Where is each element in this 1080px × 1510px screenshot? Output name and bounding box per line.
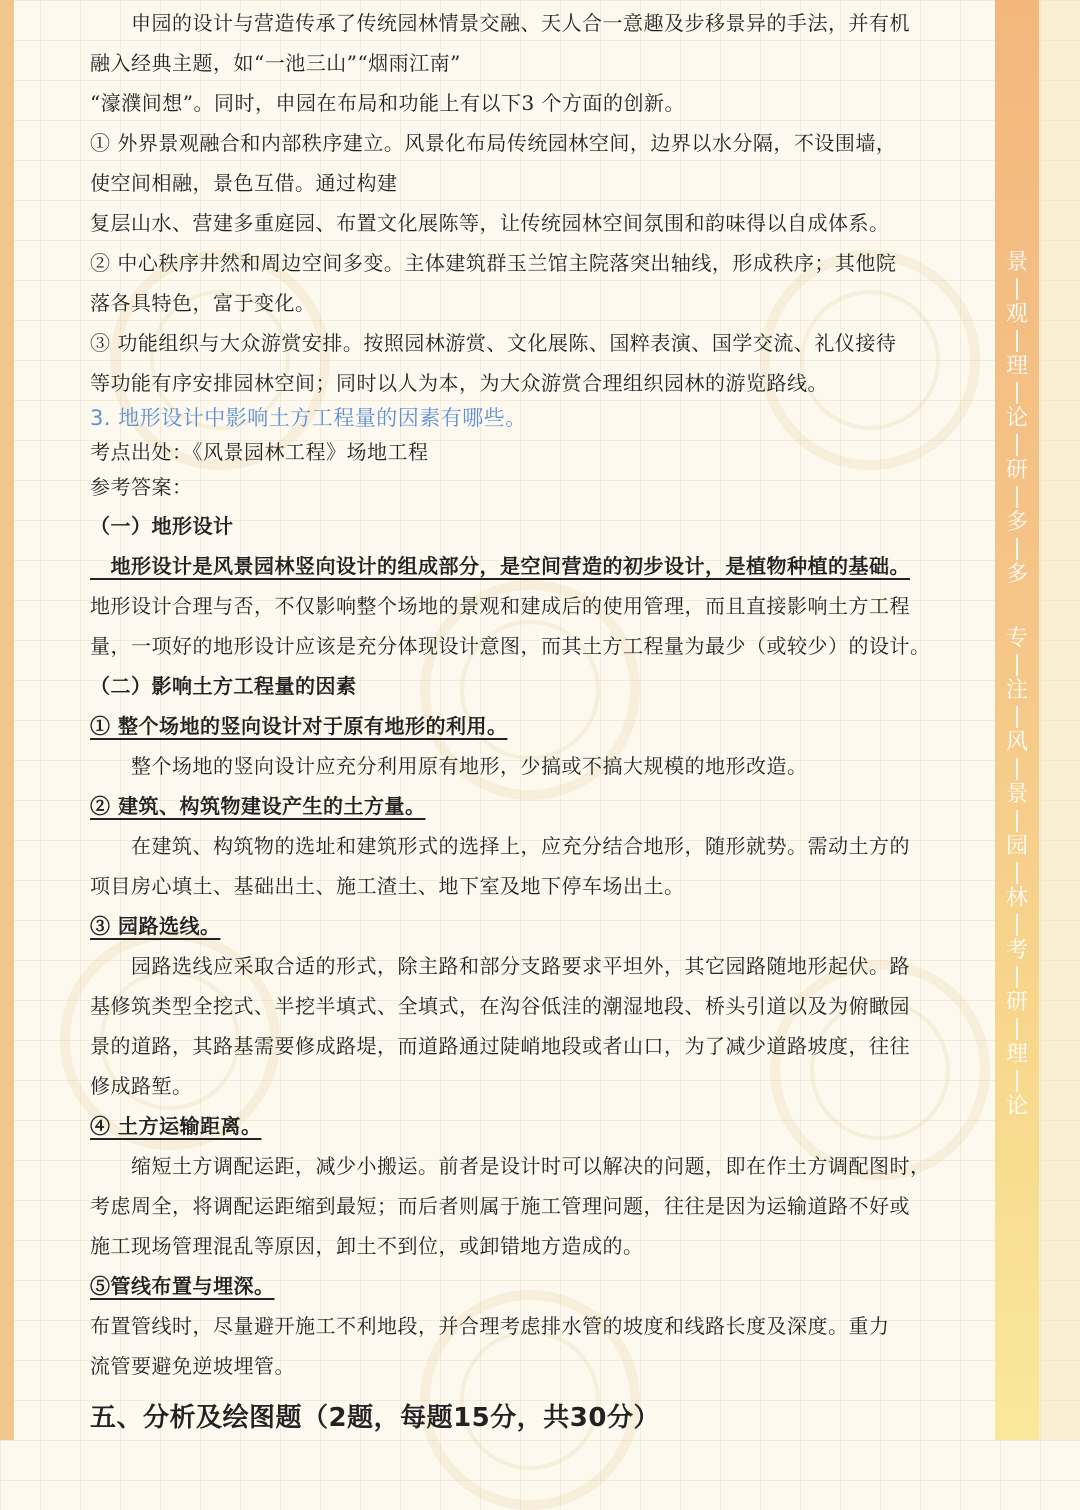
watermark-seal (110, 250, 330, 470)
sidebar-slogan (995, 248, 1039, 1122)
body-paragraph: 整个场地的竖向设计应充分利用原有地形，少搞或不搞大规模的地形改造。 (90, 754, 808, 778)
left-border (0, 0, 14, 1440)
sidebar-char: 研 (1005, 458, 1028, 483)
sidebar-char: 专 (1005, 626, 1028, 651)
body-paragraph: “濠濮间想”。同时，申园在布局和功能上有以下3 个方面的创新。 (90, 91, 686, 115)
section-heading: （二）影响土方工程量的因素 (90, 674, 357, 698)
sidebar-separator (1016, 382, 1018, 404)
factor-heading: ① 整个场地的竖向设计对于原有地形的利用。 (90, 714, 508, 738)
body-paragraph: 缩短土方调配运距，减少小搬运。前者是设计时可以解决的问题，即在作土方调配图时， (90, 1154, 931, 1178)
body-paragraph: ③ 功能组织与大众游赏安排。按照园林游赏、文化展陈、国粹表演、国学交流、礼仪接待 (90, 331, 897, 355)
sidebar-char: 多 (1005, 562, 1028, 587)
body-paragraph: 申园的设计与营造传承了传统园林情景交融、天人合一意趣及步移景异的手法，并有机 (90, 11, 910, 35)
key-sentence: 地形设计是风景园林竖向设计的组成部分，是空间营造的初步设计，是植物种植的基础。 (90, 554, 910, 578)
sidebar-separator (1016, 654, 1018, 676)
factor-heading: ③ 园路选线。 (90, 914, 221, 938)
factor-heading: ⑤管线布置与埋深。 (90, 1274, 275, 1298)
sidebar-separator (1016, 538, 1018, 560)
sidebar-char: 研 (1005, 990, 1028, 1015)
question-title: 3. 地形设计中影响土方工程量的因素有哪些。 (90, 406, 527, 430)
sidebar-char: 景 (1005, 782, 1028, 807)
sidebar-separator (1016, 1070, 1018, 1092)
sidebar-separator (1016, 862, 1018, 884)
sidebar-char: 景 (1005, 250, 1028, 275)
body-paragraph: 项目房心填土、基础出土、施工渣土、地下室及地下停车场出土。 (90, 874, 685, 898)
sidebar-separator (1016, 330, 1018, 352)
sidebar-char: 论 (1005, 1094, 1028, 1119)
watermark-seal (760, 250, 980, 470)
body-paragraph: ① 外界景观融合和内部秩序建立。风景化布局传统园林空间，边界以水分隔，不设围墙， (90, 131, 897, 155)
sidebar-char: 考 (1005, 938, 1028, 963)
part-five-heading: 五、分析及绘图题（2题，每题15分，共30分） (90, 1403, 660, 1433)
body-paragraph: 景的道路，其路基需要修成路堤，而道路通过陡峭地段或者山口，为了减少道路坡度，往往 (90, 1034, 910, 1058)
sidebar-separator (1016, 914, 1018, 936)
body-paragraph: 布置管线时，尽量避开施工不利地段，并合理考虑排水管的坡度和线路长度及深度。重力 (90, 1314, 890, 1338)
body-paragraph: 在建筑、构筑物的选址和建筑形式的选择上，应充分结合地形，随形就势。需动土方的 (90, 834, 910, 858)
body-paragraph: 园路选线应采取合适的形式，除主路和部分支路要求平坦外，其它园路随地形起伏。路 (90, 954, 910, 978)
factor-heading: ④ 土方运输距离。 (90, 1114, 262, 1138)
body-paragraph: 使空间相融，景色互借。通过构建 (90, 171, 398, 195)
sidebar-separator (1016, 810, 1018, 832)
sidebar-char: 理 (1005, 1042, 1028, 1067)
body-paragraph: 基修筑类型全挖式、半挖半填式、全填式，在沟谷低洼的潮湿地段、桥头引道以及为俯瞰园 (90, 994, 910, 1018)
sidebar-char: 风 (1005, 730, 1028, 755)
body-paragraph: 流管要避免逆坡埋管。 (90, 1354, 295, 1378)
body-paragraph: 考虑周全，将调配运距缩到最短；而后者则属于施工管理问题，往往是因为运输道路不好或 (90, 1194, 910, 1218)
sidebar-separator (1016, 486, 1018, 508)
section-heading: （一）地形设计 (90, 514, 234, 538)
sidebar-separator (1016, 1018, 1018, 1040)
factor-heading: ② 建筑、构筑物建设产生的土方量。 (90, 794, 426, 818)
sidebar-char: 林 (1005, 886, 1028, 911)
answer-label: 参考答案： (90, 475, 193, 499)
body-paragraph: 量，一项好的地形设计应该是充分体现设计意图，而其土方工程量为最少（或较少）的设计。 (90, 634, 931, 658)
sidebar-separator (1016, 966, 1018, 988)
sidebar-char: 理 (1005, 354, 1028, 379)
body-paragraph: 修成路堑。 (90, 1074, 193, 1098)
source-reference: 考点出处：《风景园林工程》场地工程 (90, 440, 429, 464)
sidebar-separator (1016, 278, 1018, 300)
sidebar-char: 园 (1005, 834, 1028, 859)
sidebar-char: 多 (1005, 510, 1028, 535)
sidebar-char: 观 (1005, 302, 1028, 327)
body-paragraph: 落各具特色，富于变化。 (90, 291, 316, 315)
body-paragraph: 施工现场管理混乱等原因，卸土不到位，或卸错地方造成的。 (90, 1234, 644, 1258)
body-paragraph: 复层山水、营建多重庭园、布置文化展陈等，让传统园林空间氛围和韵味得以自成体系。 (90, 211, 890, 235)
sidebar-char: 论 (1005, 406, 1028, 431)
sidebar-separator (1016, 706, 1018, 728)
body-paragraph: 融入经典主题，如“一池三山”“烟雨江南” (90, 51, 461, 75)
sidebar-edge (1039, 0, 1080, 1440)
sidebar-separator (1016, 434, 1018, 456)
body-paragraph: ② 中心秩序井然和周边空间多变。主体建筑群玉兰馆主院落突出轴线，形成秩序；其他院 (90, 251, 897, 275)
body-paragraph: 地形设计合理与否，不仅影响整个场地的景观和建成后的使用管理，而且直接影响土方工程 (90, 594, 910, 618)
sidebar-char: 注 (1005, 678, 1028, 703)
sidebar-separator (1016, 758, 1018, 780)
body-paragraph: 等功能有序安排园林空间；同时以人为本，为大众游赏合理组织园林的游览路线。 (90, 371, 828, 395)
